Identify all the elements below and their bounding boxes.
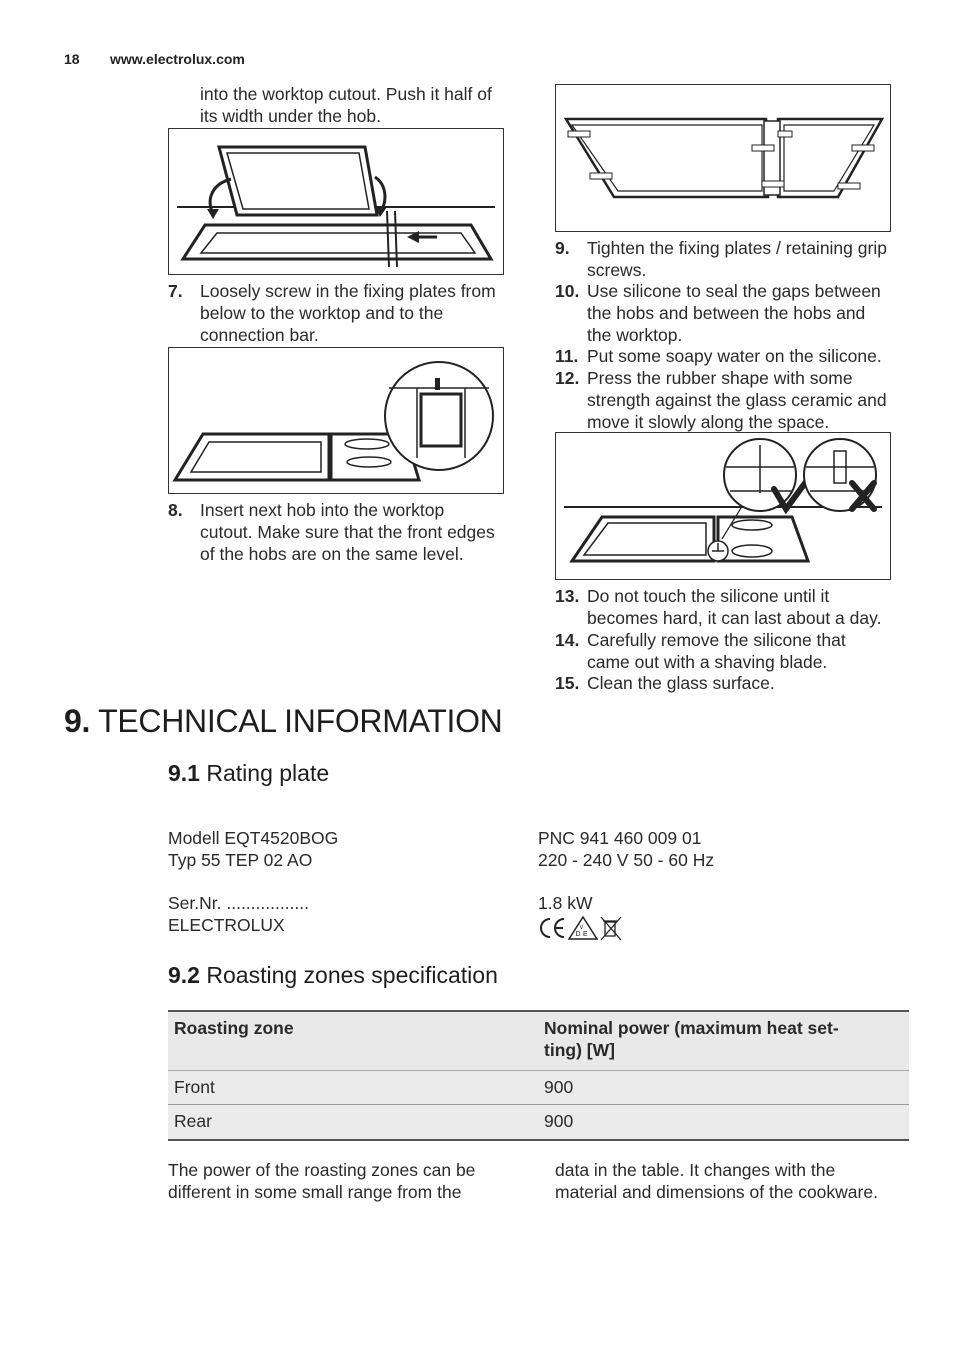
- note-line: material and dimensions of the cookware.: [555, 1181, 878, 1202]
- note-line: different in some small range from the: [168, 1181, 462, 1202]
- svg-text:V: V: [579, 925, 584, 931]
- step-9: [555, 238, 935, 282]
- note-left: [168, 1160, 528, 1204]
- rating-line: Ser.Nr. .................: [168, 893, 310, 914]
- step-number: 10.: [555, 281, 580, 301]
- step-line: Do not touch the silicone until it: [587, 586, 830, 606]
- section-heading: [64, 703, 502, 740]
- rating-plate-right: [538, 828, 714, 915]
- section-title: TECHNICAL INFORMATION: [98, 703, 503, 739]
- step-number: 12.: [555, 368, 580, 388]
- step-number: 7.: [168, 281, 183, 301]
- step-line: strength against the glass ceramic and: [587, 389, 887, 410]
- intro-text: [200, 84, 492, 128]
- note-line: The power of the roasting zones can be: [168, 1160, 476, 1180]
- step-line: move it slowly along the space.: [587, 411, 830, 432]
- step-line: becomes hard, it can last about a day.: [587, 607, 882, 628]
- step-line: Tighten the fixing plates / retaining grip: [587, 238, 887, 258]
- step-line: below to the worktop and to the: [200, 302, 444, 323]
- table-row: [168, 1070, 909, 1105]
- step-line: cutout. Make sure that the front edges: [200, 521, 495, 542]
- roasting-zones-table: [168, 1010, 909, 1141]
- ce-mark-icon: [541, 919, 564, 937]
- step-14: [555, 630, 935, 674]
- step-line: of the hobs are on the same level.: [200, 543, 464, 564]
- step-line: Clean the glass surface.: [587, 673, 775, 693]
- rating-line: ELECTROLUX: [168, 915, 285, 936]
- step-line: Press the rubber shape with some: [587, 368, 853, 388]
- step-line: the worktop.: [587, 324, 683, 345]
- figure-fixing-plates: [168, 347, 504, 494]
- step-8: [168, 500, 528, 566]
- vde-mark-icon: [569, 917, 597, 939]
- step-number: 11.: [555, 346, 579, 366]
- svg-text:E: E: [583, 931, 588, 938]
- step-number: 9.: [555, 238, 570, 258]
- step-line: Insert next hob into the worktop: [200, 500, 445, 520]
- subsection-number: 9.2: [168, 962, 200, 988]
- step-line: the hobs and between the hobs and: [587, 302, 866, 323]
- step-line: Carefully remove the silicone that: [587, 630, 846, 650]
- step-15: [555, 673, 935, 695]
- step-13: [555, 586, 935, 630]
- svg-text:D: D: [575, 931, 581, 938]
- column-header-power: [538, 1011, 909, 1070]
- step-number: 13.: [555, 586, 580, 606]
- step-line: came out with a shaving blade.: [587, 651, 828, 672]
- step-line: connection bar.: [200, 324, 319, 345]
- step-line: screws.: [587, 259, 647, 280]
- column-header-zone: Roasting zone: [168, 1011, 538, 1070]
- intro-line: into the worktop cutout. Push it half of: [200, 84, 492, 104]
- column-header-line: Nominal power (maximum heat set-: [544, 1018, 839, 1038]
- note-line: data in the table. It changes with the: [555, 1160, 836, 1180]
- step-line: Put some soapy water on the silicone.: [587, 346, 882, 366]
- zone-cell: Front: [168, 1070, 538, 1105]
- step-number: 14.: [555, 630, 580, 650]
- step-number: 15.: [555, 673, 580, 693]
- step-line: Use silicone to seal the gaps between: [587, 281, 881, 301]
- step-12: [555, 368, 935, 434]
- table-header-row: [168, 1011, 909, 1070]
- rating-line: PNC 941 460 009 01: [538, 828, 702, 848]
- header-url[interactable]: www.electrolux.com: [110, 51, 245, 67]
- step-line: Loosely screw in the fixing plates from: [200, 281, 496, 301]
- rating-line: 1.8 kW: [538, 893, 593, 914]
- subsection-rating-plate: [168, 760, 329, 787]
- figure-hobs-underside: [555, 84, 891, 232]
- certification-marks: [537, 914, 627, 942]
- subsection-title: Rating plate: [206, 760, 330, 786]
- figure-hob-insert: [168, 128, 504, 275]
- rating-line: 220 - 240 V 50 - 60 Hz: [538, 849, 715, 870]
- figure-silicone-check: [555, 432, 891, 580]
- zone-cell: Rear: [168, 1105, 538, 1140]
- subsection-number: 9.1: [168, 760, 200, 786]
- step-10: [555, 281, 935, 347]
- step-number: 8.: [168, 500, 183, 520]
- rating-line: Modell EQT4520BOG: [168, 828, 339, 848]
- subsection-title: Roasting zones specification: [206, 962, 498, 988]
- weee-bin-icon: [601, 917, 621, 940]
- rating-line: Typ 55 TEP 02 AO: [168, 849, 313, 870]
- intro-line: its width under the hob.: [200, 105, 381, 126]
- power-cell: 900: [538, 1105, 909, 1140]
- table-row: [168, 1105, 909, 1140]
- note-right: [555, 1160, 935, 1204]
- page-number: 18: [64, 51, 80, 67]
- subsection-roasting-zones: [168, 962, 498, 989]
- rating-plate-left: [168, 828, 338, 937]
- step-7: [168, 281, 528, 347]
- power-cell: 900: [538, 1070, 909, 1105]
- column-header-line: ting) [W]: [544, 1039, 615, 1060]
- step-11: [555, 346, 935, 368]
- section-number: 9.: [64, 703, 91, 739]
